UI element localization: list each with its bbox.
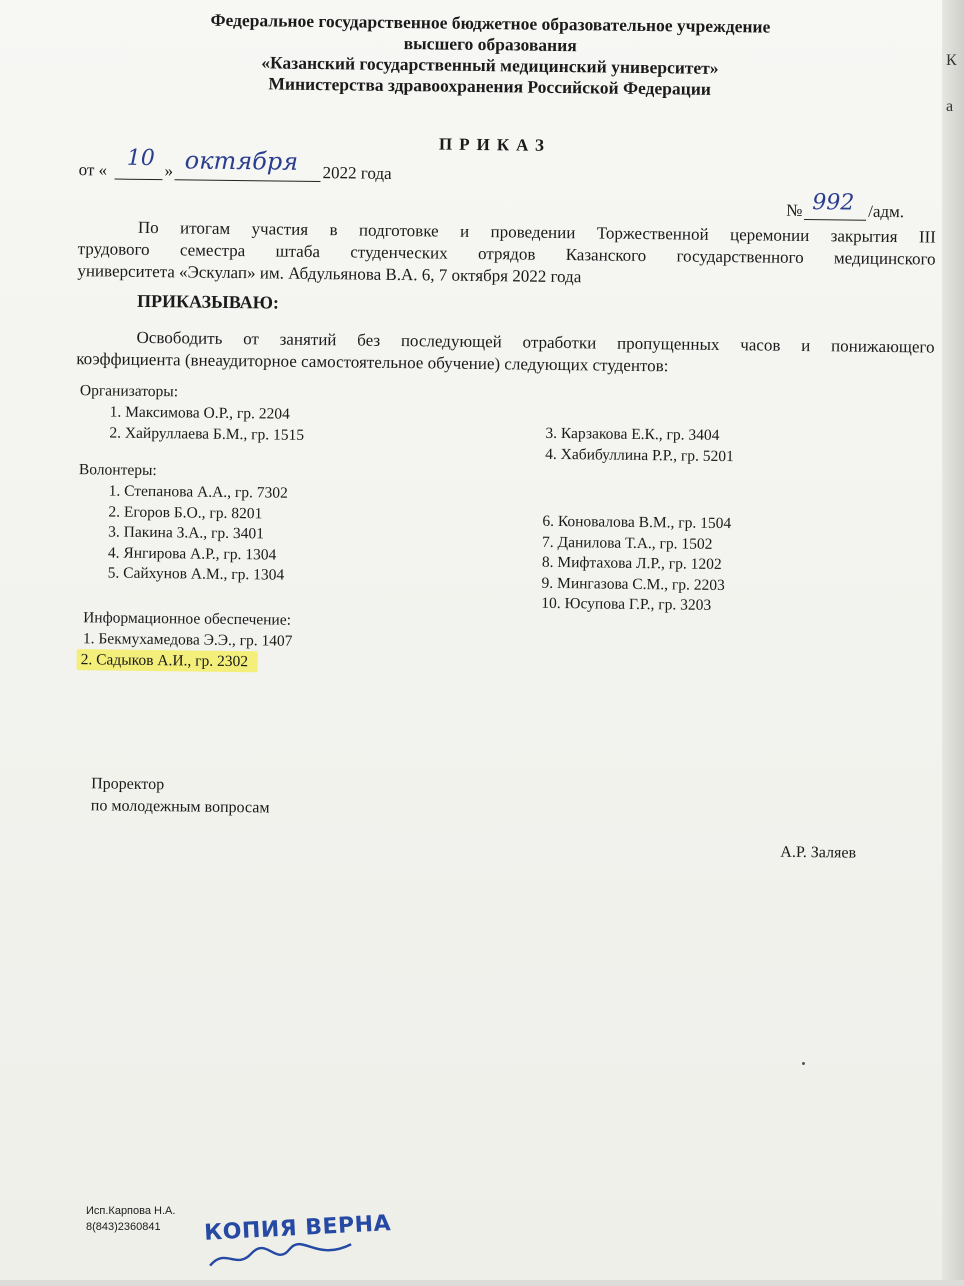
list-item: 1. Максимова О.Р., гр. 2204: [109, 403, 290, 423]
volunteers-label: Волонтеры:: [78, 461, 157, 480]
date-day-underline: [115, 179, 163, 181]
list-item: 3. Карзакова Е.К., гр. 3404: [545, 424, 720, 444]
date-day-handwritten: 10: [126, 145, 155, 172]
preamble-line-3: университета «Эскулап» им. Абдульянова В.А. 6, 7 октября 2022 года: [77, 261, 582, 287]
order-word: ПРИКАЗЫВАЮ:: [136, 290, 280, 313]
organizers-label: Организаторы:: [79, 382, 179, 401]
preamble-line-1: По итогам участия в подготовке и проведении Торжественной церемонии закрытия III: [137, 217, 936, 247]
date-prefix: от «: [78, 160, 108, 180]
document-title: ПРИКАЗ: [438, 134, 552, 155]
order-number-handwritten: 992: [812, 190, 855, 216]
org-name-line-4: Министерства здравоохранения Российской Федерации: [268, 73, 712, 99]
list-item: 10. Юсупова Г.Р., гр. 3203: [541, 594, 712, 614]
date-month-underline: [175, 179, 321, 182]
org-name-line-1: Федеральное государственное бюджетное образовательное учреждение: [210, 9, 771, 37]
signer-position-line-2: по молодежным вопросам: [90, 797, 270, 817]
list-item: 2. Хайруллаева Б.М., гр. 1515: [109, 424, 305, 444]
list-item: 2. Егоров Б.О., гр. 8201: [108, 502, 263, 522]
list-item: 1. Степанова А.А., гр. 7302: [108, 482, 288, 502]
volunteers-list-left: [108, 482, 288, 587]
order-number-underline: [804, 219, 866, 221]
list-item: 7. Данилова Т.А., гр. 1502: [542, 533, 713, 553]
copy-certified-stamp: [204, 1211, 394, 1276]
order-text-line-2: коэффициента (внеаудиторное самостоятельное обучение) следующих студентов:: [76, 349, 669, 376]
order-text-line-1: Освободить от занятий без последующей отработки пропущенных часов и понижающего: [136, 327, 935, 357]
organizers-list-right: [545, 425, 734, 468]
list-item: 9. Мингазова С.М., гр. 2203: [541, 574, 725, 594]
signer-position-line-1: Проректор: [91, 775, 165, 794]
org-name-line-2: высшего образования: [403, 33, 577, 56]
organizers-list-left: [109, 404, 304, 447]
list-item: 4. Хабибуллина Р.Р., гр. 5201: [545, 445, 734, 465]
signer-name: А.Р. Заляев: [780, 843, 857, 862]
info-list: [80, 630, 293, 674]
highlighted-item: 2. Садыков А.И., гр. 2302: [77, 649, 259, 672]
list-item: 6. Коновалова В.М., гр. 1504: [542, 512, 732, 533]
order-number-prefix: №: [786, 200, 803, 220]
executor-phone: 8(843)2360841: [86, 1221, 161, 1233]
list-item: 1. Бекмухамедова Э.Э., гр. 1407: [82, 630, 293, 650]
edge-letter: а: [946, 98, 954, 115]
org-name-line-3: «Казанский государственный медицинский университет»: [261, 52, 719, 78]
date-year: 2022 года: [322, 163, 392, 183]
volunteers-list-right: [541, 513, 731, 618]
stamp-text: КОПИЯ ВЕРНА: [203, 1211, 392, 1246]
date-mid: »: [164, 161, 174, 181]
dust-speck: [802, 1062, 805, 1065]
list-item: 4. Янгирова А.Р., гр. 1304: [107, 543, 277, 564]
edge-letter: К: [946, 52, 957, 69]
list-item: 3. Пакина З.А., гр. 3401: [108, 523, 265, 543]
info-label: Информационное обеспечение:: [83, 609, 292, 629]
date-month-handwritten: октября: [184, 146, 299, 176]
list-item: 8. Мифтахова Л.Р., гр. 1202: [541, 553, 722, 573]
order-number-suffix: /адм.: [868, 201, 905, 222]
executor-name: Исп.Карпова Н.А.: [86, 1205, 176, 1217]
list-item: 5. Сайхунов А.М., гр. 1304: [107, 564, 285, 584]
list-item: [80, 650, 293, 674]
preamble-line-2: трудового семестра штаба студенческих отрядов Казанского государственного медицинского: [77, 239, 936, 269]
